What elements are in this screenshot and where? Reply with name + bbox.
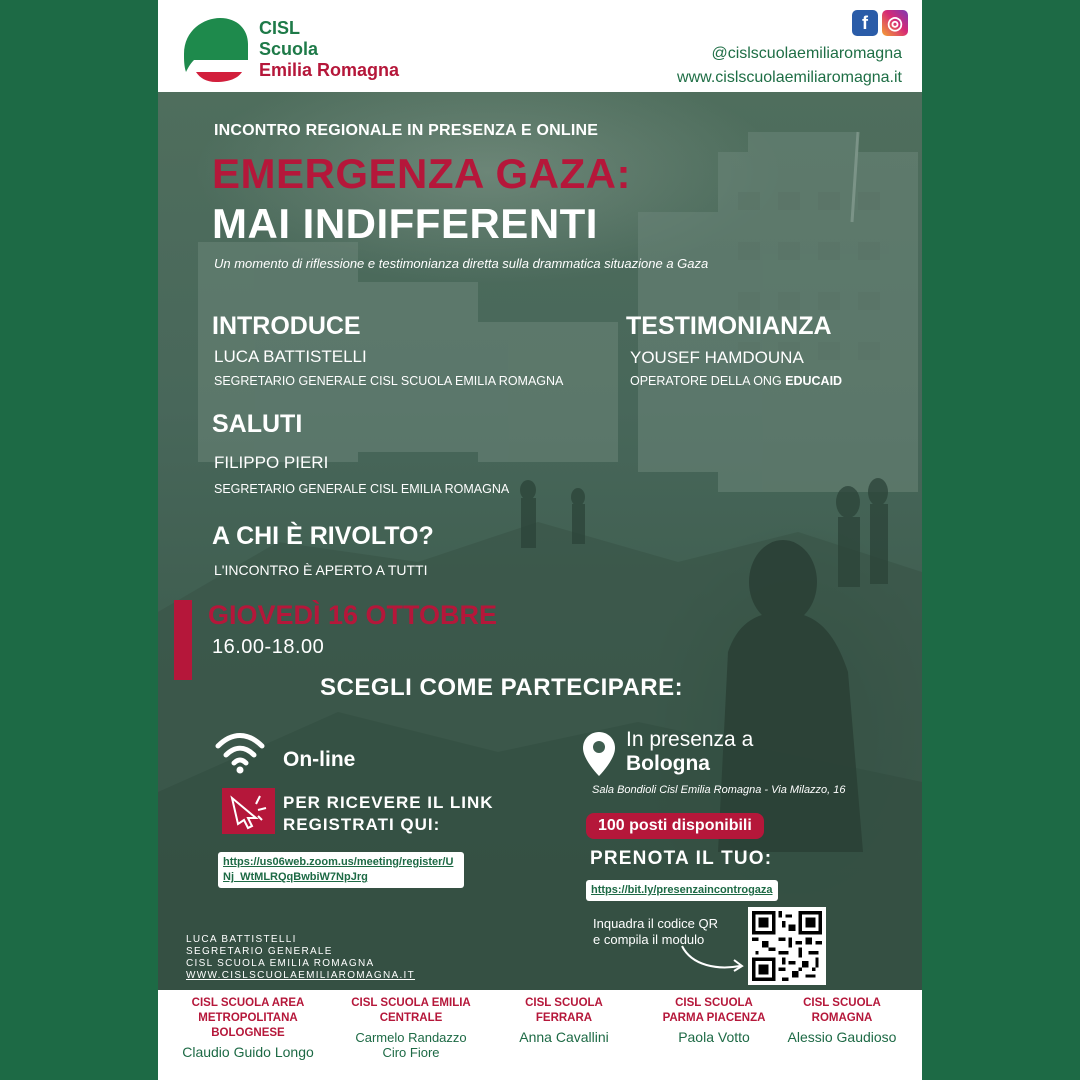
date-accent-bar (174, 600, 192, 680)
venue-address: Sala Bondioli Cisl Emilia Romagna - Via Milazzo, 16 (592, 784, 846, 796)
testimonianza-role (630, 374, 842, 388)
event-time: 16.00-18.00 (212, 636, 325, 658)
event-title-line2: MAI INDIFFERENTI (212, 200, 598, 247)
website-link[interactable]: www.cislscuolaemiliaromagna.it (677, 69, 902, 86)
territory-heading: CISL SCUOLA ROMAGNA (803, 997, 881, 1024)
territory-heading: CISL SCUOLA PARMA PIACENZA (662, 997, 766, 1024)
presence-booking-link[interactable]: https://bit.ly/presenzaincontrogaza (586, 880, 778, 901)
presence-label: In presenza a (626, 728, 754, 751)
signature-role: SEGRETARIO GENERALE (186, 946, 333, 957)
register-instructions (283, 792, 494, 836)
online-registration-link[interactable]: https://us06web.zoom.us/meeting/register/UNj_WtMLRQqBwbiW7NpJrg (218, 852, 464, 888)
location-pin-icon (581, 730, 617, 778)
participation-heading: SCEGLI COME PARTECIPARE: (320, 674, 684, 701)
introduce-name: LUCA BATTISTELLI (214, 347, 367, 366)
click-cursor-icon (222, 788, 275, 834)
social-icons (852, 10, 908, 36)
poster-header (158, 0, 922, 92)
signature-org: CISL SCUOLA EMILIA ROMAGNA (186, 958, 375, 969)
territory-emilia-centrale (346, 996, 476, 1060)
contact-info (677, 42, 902, 90)
territory-heading: CISL SCUOLA EMILIA CENTRALE (351, 997, 471, 1024)
presence-city: Bologna (626, 752, 710, 775)
introduce-role: SEGRETARIO GENERALE CISL SCUOLA EMILIA ROMAGNA (214, 374, 564, 388)
testimonianza-heading: TESTIMONIANZA (626, 312, 832, 340)
event-date: GIOVEDÌ 16 OTTOBRE (208, 600, 498, 630)
territory-ferrara (510, 996, 618, 1045)
territory-parma-piacenza (654, 996, 774, 1045)
register-line1: PER RICEVERE IL LINK (283, 793, 494, 812)
qr-code[interactable] (748, 907, 826, 985)
territory-names: Paola Votto (678, 1029, 750, 1045)
social-handle[interactable]: @cislscuolaemiliaromagna (711, 45, 902, 62)
facebook-icon[interactable]: f (852, 10, 878, 36)
logo-line-scuola: Scuola (259, 39, 319, 59)
territory-names: Carmelo Randazzo Ciro Fiore (355, 1030, 467, 1060)
testimonianza-name: YOUSEF HAMDOUNA (630, 348, 804, 367)
saluti-name: FILIPPO PIERI (214, 453, 329, 472)
qr-hint: Inquadra il codice QR e compila il modulo (593, 916, 719, 947)
online-label: On-line (283, 748, 356, 771)
territory-bologna (172, 996, 324, 1060)
territory-heading: CISL SCUOLA AREA METROPOLITANA BOLOGNESE (191, 997, 305, 1039)
hero-content (158, 92, 922, 990)
signature-block (186, 934, 415, 982)
testimonianza-role-prefix: OPERATORE DELLA ONG (630, 374, 786, 388)
territory-names: Claudio Guido Longo (182, 1044, 314, 1060)
hero-section (158, 92, 922, 990)
territories-footer (158, 990, 922, 1080)
event-poster (158, 0, 922, 1080)
arrow-icon (678, 940, 748, 974)
audience-heading: A CHI È RIVOLTO? (212, 522, 434, 550)
cisl-logo-icon (180, 14, 250, 84)
logo-wordmark (259, 18, 399, 81)
audience-text: L'INCONTRO È APERTO A TUTTI (214, 562, 428, 578)
event-title-line1: EMERGENZA GAZA: (212, 150, 631, 197)
signature-name: LUCA BATTISTELLI (186, 934, 297, 945)
seats-badge: 100 posti disponibili (586, 813, 764, 839)
qr-code-icon (752, 911, 822, 981)
logo-line-cisl: CISL (259, 18, 301, 38)
introduce-heading: INTRODUCE (212, 312, 361, 340)
event-tagline: Un momento di riflessione e testimonianza diretta sulla drammatica situazione a Gaza (214, 256, 709, 271)
event-kicker: INCONTRO REGIONALE IN PRESENZA E ONLINE (214, 122, 599, 139)
register-line2: REGISTRATI QUI: (283, 815, 441, 834)
territory-romagna (786, 996, 898, 1045)
territory-heading: CISL SCUOLA FERRARA (525, 997, 603, 1024)
book-label: PRENOTA IL TUO: (590, 848, 773, 869)
territory-names: Alessio Gaudioso (787, 1029, 897, 1045)
saluti-role: SEGRETARIO GENERALE CISL EMILIA ROMAGNA (214, 482, 510, 496)
testimonianza-org: EDUCAID (785, 374, 843, 388)
instagram-icon[interactable]: ◎ (882, 10, 908, 36)
logo-line-region: Emilia Romagna (259, 60, 400, 80)
wifi-icon (214, 730, 266, 774)
signature-website[interactable]: WWW.CISLSCUOLAEMILIAROMAGNA.IT (186, 970, 416, 981)
saluti-heading: SALUTI (212, 410, 303, 438)
territory-names: Anna Cavallini (519, 1029, 609, 1045)
